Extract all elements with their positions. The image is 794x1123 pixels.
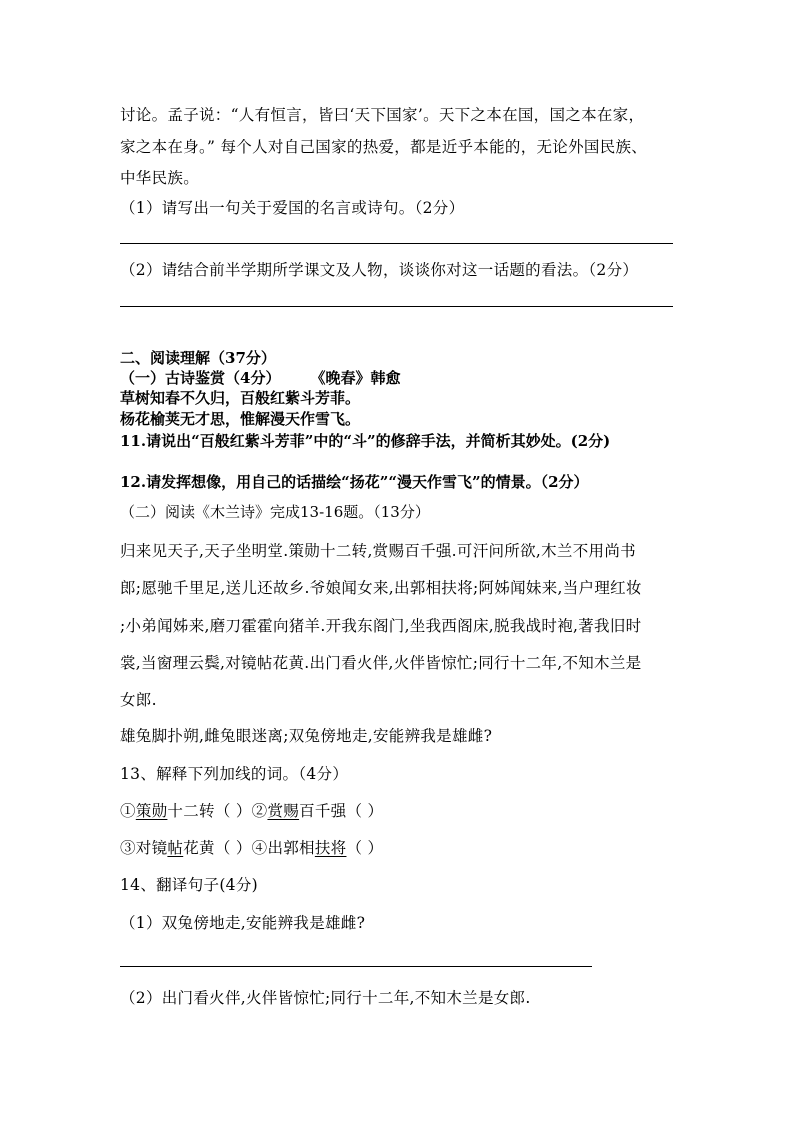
item-d-word: 扶将	[314, 839, 347, 857]
item-d-rest: （ ）	[346, 839, 384, 857]
intro-line-1: 讨论。孟子说：“人有恒言，皆曰‘天下国家’。天下之本在国，国之本在家，	[120, 106, 645, 124]
question-patriot-quote: （1）请写出一句关于爱国的名言或诗句。（2分）	[120, 199, 465, 217]
item-a-rest: 十二转（ ）②	[167, 802, 268, 820]
intro-line-2: 家之本在身。” 每个人对自己国家的热爱，都是近乎本能的，无论外国民族、	[120, 138, 648, 156]
item-c-word: 帖	[167, 839, 184, 857]
answer-line-2[interactable]	[120, 306, 673, 307]
question-13-items-cd	[120, 836, 383, 858]
poem-title: 《晚春》韩愈	[310, 369, 401, 387]
item-a-word: 策勋	[135, 802, 168, 820]
question-14-sentence-2: （2）出门看火伴,火伴皆惊忙;同行十二年,不知木兰是女郎.	[120, 989, 531, 1007]
passage-line-1: 归来见天子,天子坐明堂.策勋十二转,赏赐百千强.可汗问所欲,木兰不用尚书	[120, 542, 636, 560]
question-11: 11.请说出“百般红紫斗芳菲”中的“斗”的修辞手法，并简析其妙处。(2分)	[120, 432, 611, 450]
question-14-title: 14、翻译句子(4分)	[120, 876, 258, 894]
part-1-label: （一）古诗鉴赏（4分）	[120, 369, 281, 387]
question-opinion: （2）请结合前半学期所学课文及人物，谈谈你对这一话题的看法。（2分）	[120, 261, 639, 279]
passage-line-4: 裳,当窗理云鬓,对镜帖花黄.出门看火伴,火伴皆惊忙;同行十二年,不知木兰是	[120, 654, 642, 672]
intro-line-3: 中华民族。	[120, 169, 200, 187]
item-c-prefix: ③对镜	[120, 839, 168, 857]
answer-line-3[interactable]	[120, 966, 592, 967]
item-b-rest: 百千强（ ）	[299, 802, 384, 820]
poem-line-2: 杨花榆荚无才思，惟解漫天作雪飞。	[120, 410, 361, 428]
part-2-header: （二）阅读《木兰诗》完成13-16题。（13分）	[120, 503, 430, 521]
item-a-marker: ①	[120, 802, 136, 820]
question-13-title: 13、解释下列加线的词。（4分）	[120, 765, 349, 783]
item-b-word: 赏赐	[267, 802, 300, 820]
passage-line-6: 雄兔脚扑朔,雌兔眼迷离;双兔傍地走,安能辨我是雄雌?	[120, 727, 493, 745]
passage-line-2: 郎;愿驰千里足,送儿还故乡.爷娘闻女来,出郭相扶将;阿姊闻妹来,当户理红妆	[120, 579, 642, 597]
question-12: 12.请发挥想像，用自己的话描绘“扬花”“漫天作雪飞”的情景。（2分）	[120, 473, 589, 491]
question-14-sentence-1: （1）双兔傍地走,安能辨我是雄雌?	[120, 914, 366, 932]
question-13-items-ab	[120, 799, 383, 821]
part-1-header	[120, 367, 400, 388]
passage-line-3: ;小弟闻姊来,磨刀霍霍向猪羊.开我东阁门,坐我西阁床,脱我战时袍,著我旧时	[120, 617, 642, 635]
item-c-rest: 花黄（ ）④出郭相	[183, 839, 315, 857]
section-2-title: 二、阅读理解（37分）	[120, 349, 276, 367]
answer-line-1[interactable]	[120, 243, 673, 244]
poem-line-1: 草树知春不久归，百般红紫斗芳菲。	[120, 389, 361, 407]
passage-line-5: 女郎.	[120, 691, 157, 709]
